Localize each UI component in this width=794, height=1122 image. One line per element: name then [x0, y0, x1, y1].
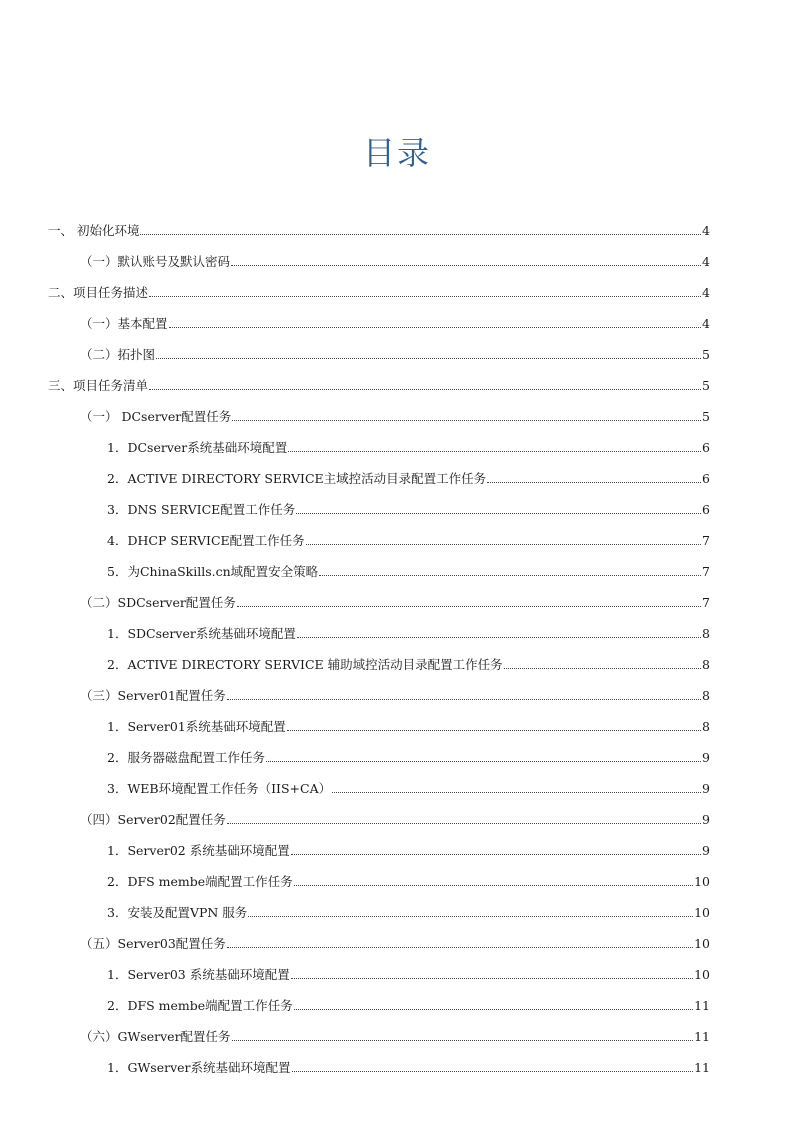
- toc-entry-label: 1．Server03 系统基础环境配置: [107, 967, 290, 982]
- toc-entry[interactable]: [0, 797, 794, 828]
- toc-entry-label: 2．ACTIVE DIRECTORY SERVICE 辅助域控活动目录配置工作任务: [107, 657, 503, 672]
- toc-entry-label: 二、项目任务描述: [48, 285, 149, 300]
- toc-entry-label: 1．SDCserver系统基础环境配置: [107, 626, 296, 641]
- toc-entry-label: 1．Server02 系统基础环境配置: [107, 843, 290, 858]
- toc-entry-label: 5．为ChinaSkills.cn域配置安全策略: [107, 564, 319, 579]
- toc-entry-page-number: 8: [702, 719, 710, 734]
- toc-entry[interactable]: [0, 425, 794, 456]
- toc-entry-label: （四）Server02配置任务: [80, 812, 226, 827]
- toc-entry[interactable]: [0, 456, 794, 487]
- toc-dot-leader: [306, 543, 701, 545]
- toc-entry[interactable]: [0, 487, 794, 518]
- toc-dot-leader: [232, 419, 701, 421]
- toc-dot-leader: [248, 915, 693, 917]
- toc-entry-page-number: 4: [702, 316, 710, 331]
- toc-entry-page-number: 11: [694, 1029, 710, 1044]
- toc-dot-leader: [287, 729, 701, 731]
- toc-dot-leader: [294, 1008, 693, 1010]
- toc-entry[interactable]: [0, 704, 794, 735]
- toc-entry-page-number: 7: [702, 564, 710, 579]
- toc-entry-label: 2．DFS membe端配置工作任务: [107, 874, 293, 889]
- toc-dot-leader: [227, 698, 701, 700]
- toc-dot-leader: [149, 388, 701, 390]
- toc-entry[interactable]: [0, 859, 794, 890]
- table-of-contents: [0, 208, 794, 1076]
- toc-entry-page-number: 10: [694, 905, 710, 920]
- toc-entry-page-number: 8: [702, 688, 710, 703]
- toc-dot-leader: [296, 512, 701, 514]
- toc-dot-leader: [231, 264, 701, 266]
- toc-entry-page-number: 8: [702, 657, 710, 672]
- toc-dot-leader: [294, 884, 693, 886]
- toc-entry-label: （三）Server01配置任务: [80, 688, 226, 703]
- toc-entry[interactable]: [0, 580, 794, 611]
- toc-entry-page-number: 7: [702, 533, 710, 548]
- toc-entry[interactable]: [0, 270, 794, 301]
- toc-entry-label: 2．服务器磁盘配置工作任务: [107, 750, 265, 765]
- toc-entry-page-number: 10: [694, 967, 710, 982]
- toc-entry[interactable]: [0, 766, 794, 797]
- toc-dot-leader: [140, 233, 701, 235]
- toc-entry[interactable]: [0, 332, 794, 363]
- toc-entry-label: 2．ACTIVE DIRECTORY SERVICE主域控活动目录配置工作任务: [107, 471, 487, 486]
- toc-entry-page-number: 5: [702, 347, 710, 362]
- toc-entry-page-number: 9: [702, 812, 710, 827]
- toc-dot-leader: [156, 357, 701, 359]
- toc-entry[interactable]: [0, 1045, 794, 1076]
- toc-entry[interactable]: [0, 549, 794, 580]
- toc-entry-page-number: 10: [694, 936, 710, 951]
- toc-entry-page-number: 11: [694, 1060, 710, 1075]
- toc-dot-leader: [288, 450, 701, 452]
- toc-entry-label: 3．DNS SERVICE配置工作任务: [107, 502, 296, 517]
- toc-entry[interactable]: [0, 921, 794, 952]
- toc-dot-leader: [487, 481, 701, 483]
- toc-dot-leader: [237, 605, 701, 607]
- toc-entry[interactable]: [0, 611, 794, 642]
- toc-dot-leader: [169, 326, 702, 328]
- toc-entry[interactable]: [0, 890, 794, 921]
- toc-dot-leader: [504, 667, 701, 669]
- toc-entry-page-number: 6: [702, 502, 710, 517]
- toc-entry-label: 三、项目任务清单: [48, 378, 149, 393]
- toc-entry-label: 一、 初始化环境: [48, 223, 140, 238]
- toc-dot-leader: [149, 295, 701, 297]
- toc-entry-page-number: 4: [702, 223, 710, 238]
- toc-dot-leader: [227, 946, 693, 948]
- toc-entry-label: 2．DFS membe端配置工作任务: [107, 998, 293, 1013]
- toc-entry-label: （五）Server03配置任务: [80, 936, 226, 951]
- toc-entry-page-number: 9: [702, 843, 710, 858]
- toc-entry[interactable]: [0, 983, 794, 1014]
- toc-dot-leader: [297, 636, 701, 638]
- toc-entry[interactable]: [0, 363, 794, 394]
- toc-entry-label: （一）默认账号及默认密码: [80, 254, 231, 269]
- toc-dot-leader: [291, 853, 701, 855]
- toc-dot-leader: [227, 822, 701, 824]
- toc-dot-leader: [266, 760, 701, 762]
- toc-entry-page-number: 4: [702, 285, 710, 300]
- toc-entry-label: （二）SDCserver配置任务: [80, 595, 236, 610]
- toc-dot-leader: [291, 977, 693, 979]
- toc-entry[interactable]: [0, 301, 794, 332]
- toc-entry[interactable]: [0, 1014, 794, 1045]
- toc-dot-leader: [319, 574, 701, 576]
- toc-entry-page-number: 5: [702, 409, 710, 424]
- toc-entry[interactable]: [0, 518, 794, 549]
- toc-entry-page-number: 4: [702, 254, 710, 269]
- toc-entry[interactable]: [0, 952, 794, 983]
- toc-entry-label: （一） DCserver配置任务: [80, 409, 232, 424]
- toc-entry-label: 1．GWserver系统基础环境配置: [107, 1060, 291, 1075]
- toc-entry-page-number: 7: [702, 595, 710, 610]
- toc-entry[interactable]: [0, 642, 794, 673]
- toc-entry[interactable]: [0, 208, 794, 239]
- toc-entry-label: 1．DCserver系统基础环境配置: [107, 440, 288, 455]
- toc-entry-label: 4．DHCP SERVICE配置工作任务: [107, 533, 305, 548]
- toc-entry[interactable]: [0, 673, 794, 704]
- toc-entry-page-number: 9: [702, 781, 710, 796]
- toc-entry-label: （二）拓扑图: [80, 347, 156, 362]
- page-title: 目录: [362, 134, 431, 172]
- toc-entry-page-number: 6: [702, 440, 710, 455]
- toc-entry[interactable]: [0, 828, 794, 859]
- toc-entry-label: （一）基本配置: [80, 316, 168, 331]
- toc-entry-page-number: 6: [702, 471, 710, 486]
- toc-entry-label: （六）GWserver配置任务: [80, 1029, 231, 1044]
- toc-entry-label: 3．安装及配置VPN 服务: [107, 905, 248, 920]
- toc-entry-page-number: 5: [702, 378, 710, 393]
- toc-entry-page-number: 9: [702, 750, 710, 765]
- toc-entry-label: 3．WEB环境配置工作任务（IIS+CA）: [107, 781, 332, 796]
- toc-entry[interactable]: [0, 239, 794, 270]
- toc-entry-page-number: 8: [702, 626, 710, 641]
- toc-dot-leader: [332, 791, 701, 793]
- toc-entry-label: 1．Server01系统基础环境配置: [107, 719, 286, 734]
- toc-entry[interactable]: [0, 394, 794, 425]
- toc-entry-page-number: 10: [694, 874, 710, 889]
- toc-dot-leader: [232, 1039, 694, 1041]
- toc-entry-page-number: 11: [694, 998, 710, 1013]
- toc-dot-leader: [292, 1070, 694, 1072]
- toc-entry[interactable]: [0, 735, 794, 766]
